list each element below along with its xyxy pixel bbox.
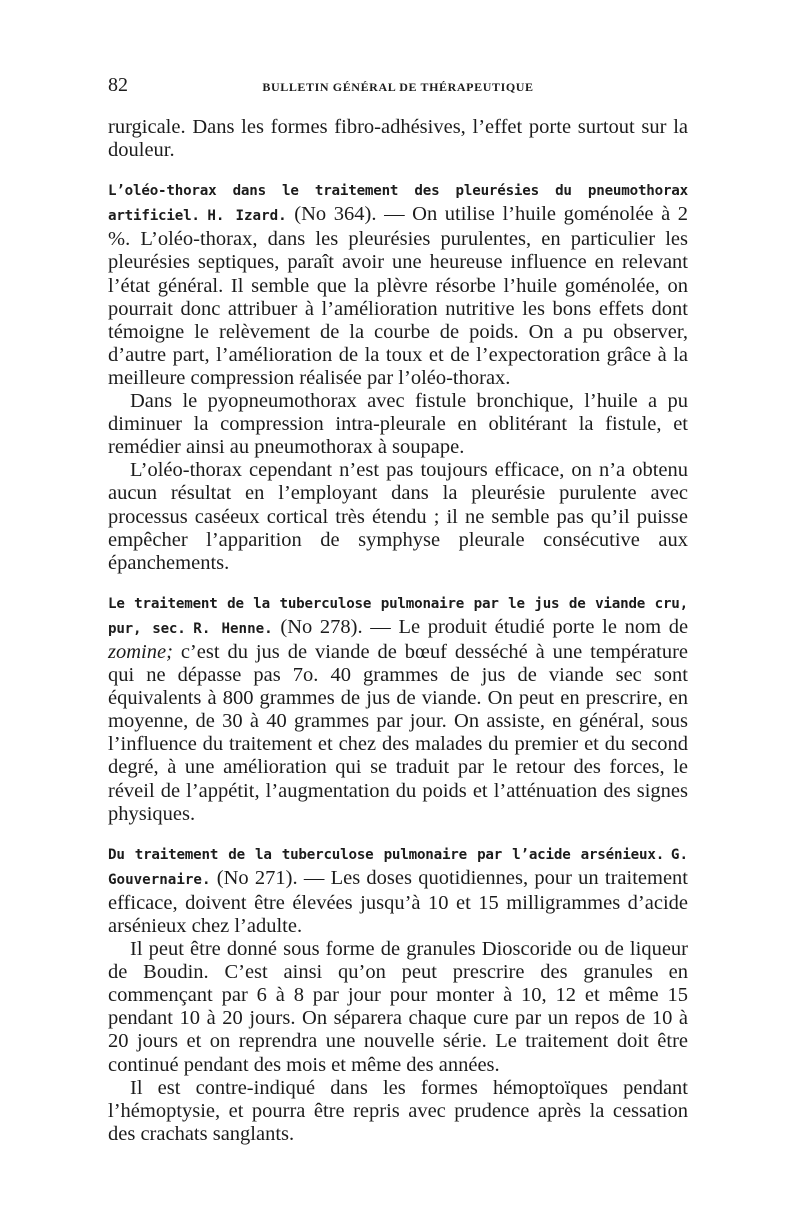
article-author: G. Gouvernaire. bbox=[108, 846, 688, 888]
article-body-text: — Le produit étudié porte le nom de bbox=[370, 615, 689, 638]
article-paragraph: Il est contre-indiqué dans les formes hémoptoïques pendant l’hémoptysie, et pourra être repris avec prudence après la cessation des crachats sanglants. bbox=[108, 1076, 688, 1145]
article-body-text: c’est du jus de viande de bœuf desséché à une température qui ne dépasse pas 7o. 40 grammes de jus de viande sec sont équivalents à 800 grammes de jus de viande. On peut en prescrire, en moyenne, de 30 à 40 grammes par jour. On assiste, en général, sous l’influence du traitement et chez des malades du premier et du second degré, à une amélioration qui se traduit par le retour des forces, le réveil de l’appétit, l’augmentation du poids et l’atténuation des signes physiques. bbox=[108, 640, 689, 825]
article-reference: (No 278). bbox=[280, 615, 363, 638]
article-title: Le traitement de la tuberculose pulmonaire par le jus de viande cru, pur, sec. bbox=[108, 595, 688, 637]
article-jus-de-viande bbox=[108, 591, 688, 826]
continuation-paragraph: rurgicale. Dans les formes fibro-adhésives, l’effet porte surtout sur la douleur. bbox=[108, 116, 688, 162]
article-body-text: — Les doses quotidiennes, pour un traitement efficace, doivent être élevées jusqu’à 10 et 15 milligrammes d’acide arsénieux chez l’adulte. bbox=[108, 866, 689, 937]
article-paragraph: L’oléo-thorax cependant n’est pas toujours efficace, on n’a obtenu aucun résultat en l’employant dans la pleurésie purulente avec processus caséeux cortical très étendu ; il ne semble pas qu’il puisse empêcher l’apparition de symphyse pleurale consécutive aux épanchements. bbox=[108, 459, 688, 574]
article-lead-paragraph bbox=[108, 178, 688, 390]
article-paragraph: Dans le pyopneumothorax avec fistule bronchique, l’huile a pu diminuer la compression intra-pleurale en oblitérant la fistule, et remédier ainsi au pneumothorax à soupape. bbox=[108, 390, 688, 459]
article-author: R. Henne. bbox=[193, 620, 273, 637]
journal-title: BULLETIN GÉNÉRAL DE THÉRAPEUTIQUE bbox=[262, 80, 534, 94]
running-head bbox=[108, 74, 688, 102]
article-paragraph: Il peut être donné sous forme de granules Dioscoride ou de liqueur de Boudin. C’est ainsi qu’on peut prescrire des granules en commençant par 6 à 8 par jour pour monter à 10, 12 et même 15 pendant 10 à 20 jours. On séparera chaque cure par un repos de 10 à 20 jours et on reprendra une nouvelle série. Le traitement doit être continué pendant des mois et même des années. bbox=[108, 938, 688, 1076]
article-lead-paragraph bbox=[108, 842, 688, 938]
page-number: 82 bbox=[108, 74, 128, 96]
article-acide-arsenieux bbox=[108, 842, 688, 1146]
italic-term: zomine; bbox=[108, 640, 173, 663]
article-title: L’oléo-thorax dans le traitement des pleurésies du pneumothorax artificiel. bbox=[108, 183, 688, 225]
article-reference: (No 271). bbox=[216, 866, 298, 889]
article-oleo-thorax bbox=[108, 178, 688, 575]
article-lead-paragraph bbox=[108, 591, 688, 826]
article-author: H. Izard. bbox=[207, 208, 287, 225]
book-page bbox=[108, 74, 688, 1146]
article-reference: (No 364). bbox=[294, 203, 377, 226]
article-title: Du traitement de la tuberculose pulmonaire par l’acide arsénieux. bbox=[108, 846, 665, 863]
article-body-text: — On utilise l’huile goménolée à 2 %. L’oléo-thorax, dans les pleurésies purulentes, en particulier les pleurésies septiques, paraît avoir une heureuse influence en relevant l’état général. Il semble que la plèvre résorbe l’huile goménolée, on pourrait donc attribuer à l’amélioration nutritive les bons effets dont témoigne le relèvement de la courbe de poids. On a pu observer, d’autre part, l’amélioration de la toux et de l’expectoration grâce à la meilleure compression réalisée par l’oléo-thorax. bbox=[108, 203, 689, 389]
